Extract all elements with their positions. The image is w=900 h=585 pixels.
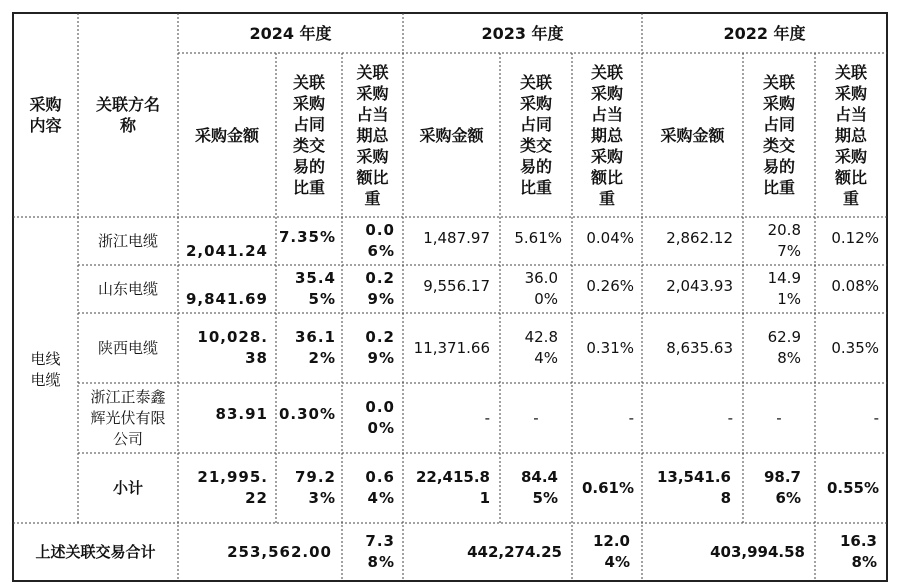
same-type-2022: -: [776, 408, 782, 427]
total-share-2024: 0.00%: [365, 398, 395, 437]
total-amount-2022: 403,994.58: [710, 542, 805, 561]
amount-2023: -: [484, 408, 490, 427]
amount-2023: 9,556.17: [423, 276, 490, 295]
same-type-2023: 36.00%: [524, 269, 558, 308]
subheader-amount-2024: 采购金额: [194, 125, 259, 145]
party-name: 山东电缆: [97, 279, 158, 298]
total-share-2022: -: [873, 408, 879, 427]
total-share-2024: 7.38%: [365, 532, 395, 571]
subheader-same-type-2023: 关联采购占同类交易的比重: [519, 73, 552, 197]
subheader-total-2023: 关联采购占当期总采购额比重: [590, 62, 623, 208]
same-type-2024: 0.30%: [278, 404, 336, 423]
subheader-total-2022: 关联采购占当期总采购额比重: [834, 62, 867, 208]
total-share-2024: 0.29%: [365, 328, 395, 367]
total-amount-2023: 442,274.25: [467, 542, 562, 561]
same-type-2023: -: [533, 408, 539, 427]
total-share-2023: 12.04%: [592, 532, 630, 571]
header-year-2024: 2024 年度: [249, 23, 332, 43]
amount-2022: 2,043.93: [666, 276, 733, 295]
amount-2023: 22,415.81: [415, 468, 490, 507]
subheader-same-type-2024: 关联采购占同类交易的比重: [292, 73, 325, 197]
total-share-2022: 0.08%: [831, 276, 879, 295]
amount-2022: 8,635.63: [666, 338, 733, 357]
same-type-2023: 84.45%: [520, 468, 558, 507]
same-type-2024: 7.35%: [278, 227, 336, 246]
amount-2022: -: [727, 408, 733, 427]
total-share-2024: 0.29%: [365, 269, 395, 308]
amount-2024: 9,841.69: [185, 289, 268, 308]
header-party: 关联方名称: [95, 95, 160, 135]
subheader-amount-2022: 采购金额: [660, 125, 725, 145]
total-share-2023: 0.61%: [581, 478, 634, 497]
same-type-2022: 14.91%: [767, 269, 801, 308]
amount-2022: 13,541.68: [656, 468, 731, 507]
total-label: 上述关联交易合计: [35, 542, 156, 561]
same-type-2023: 5.61%: [514, 228, 562, 247]
total-share-2023: 0.31%: [586, 338, 634, 357]
same-type-2022: 62.98%: [767, 328, 801, 367]
total-share-2024: 0.06%: [365, 221, 395, 260]
subheader-total-2024: 关联采购占当期总采购额比重: [356, 62, 389, 208]
amount-2023: 1,487.97: [423, 228, 490, 247]
same-type-2024: 79.23%: [294, 468, 336, 507]
total-amount-2024: 253,562.00: [227, 542, 332, 561]
total-share-2024: 0.64%: [365, 468, 395, 507]
category-cell: 电线电缆: [30, 350, 61, 389]
party-name: 陕西电缆: [97, 338, 158, 357]
total-share-2023: 0.04%: [586, 228, 634, 247]
header-content: 采购内容: [29, 95, 62, 135]
amount-2024: 21,995.22: [197, 468, 268, 507]
subtotal-label: 小计: [112, 478, 143, 497]
same-type-2022: 20.87%: [767, 221, 801, 260]
header-year-2023: 2023 年度: [481, 23, 564, 43]
total-share-2022: 0.55%: [826, 478, 879, 497]
total-share-2022: 0.35%: [831, 338, 879, 357]
party-name: 浙江电缆: [97, 231, 158, 250]
same-type-2023: 42.84%: [524, 328, 558, 367]
amount-2022: 2,862.12: [666, 228, 733, 247]
subheader-same-type-2022: 关联采购占同类交易的比重: [762, 73, 795, 197]
total-share-2023: 0.26%: [586, 276, 634, 295]
same-type-2024: 35.45%: [294, 269, 336, 308]
total-share-2023: -: [628, 408, 634, 427]
same-type-2022: 98.76%: [763, 468, 801, 507]
party-name: 浙江正泰鑫辉光伏有限公司: [90, 387, 166, 448]
amount-2024: 10,028.38: [197, 328, 268, 367]
amount-2024: 2,041.24: [185, 241, 268, 260]
same-type-2024: 36.12%: [294, 328, 336, 367]
subheader-amount-2023: 采购金额: [419, 125, 484, 145]
header-year-2022: 2022 年度: [723, 23, 806, 43]
total-share-2022: 0.12%: [831, 228, 879, 247]
amount-2024: 83.91: [215, 404, 268, 423]
amount-2023: 11,371.66: [413, 338, 490, 357]
total-share-2022: 16.38%: [839, 532, 877, 571]
